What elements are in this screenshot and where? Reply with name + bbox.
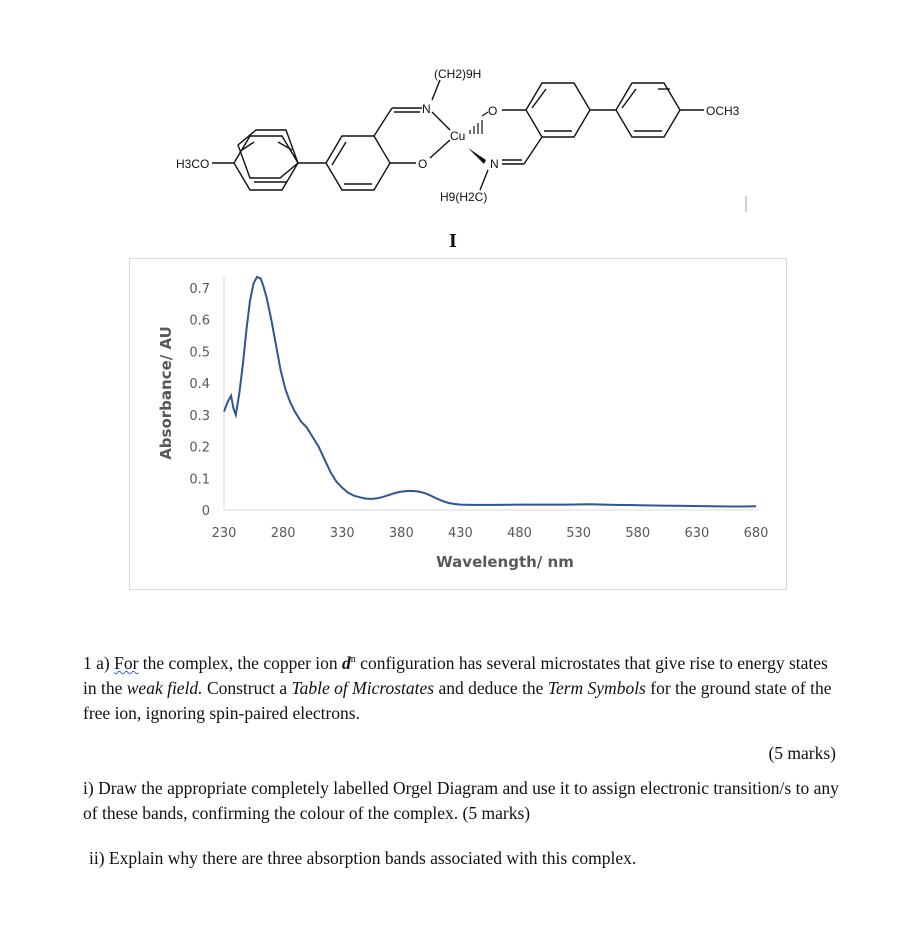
q1-part5: for the ground state of the free ion, ignoring spin-paired electrons. (83, 677, 832, 723)
y-tick-label: 0 (201, 504, 210, 519)
substituent-bottom-label: H9(H2C) (440, 190, 488, 204)
q1-table-term: Table of Microstates (291, 677, 435, 698)
q1-part1: the complex, the copper ion (138, 652, 343, 673)
x-axis-label: Wavelength/ nm (436, 553, 574, 571)
x-tick-label: 680 (743, 526, 769, 541)
y-tick-label: 0.3 (189, 408, 210, 424)
x-tick-label: 330 (329, 526, 355, 541)
x-tick-label: 530 (566, 526, 592, 541)
q1-weak-field: weak field. (126, 677, 203, 698)
q1-part4: and deduce the (434, 677, 548, 698)
x-tick-label: 380 (388, 526, 414, 541)
q1-dn: d (342, 652, 351, 673)
x-tick-label: 230 (211, 526, 237, 541)
methoxy-right-label: OCH3 (706, 104, 740, 118)
y-tick-label: 0.1 (189, 472, 210, 488)
question-ii: ii) Explain why there are three absorption bands associated with this complex. (89, 848, 637, 868)
y-tick-label: 0.5 (189, 345, 210, 361)
nitrogen-top-label: N (422, 102, 431, 116)
copper-complex-structure (150, 58, 770, 228)
substituent-top-label: (CH2)9H (434, 67, 482, 81)
q1-prefix: 1 a) (83, 652, 115, 673)
x-tick-label: 630 (684, 526, 710, 541)
methoxy-left-label: H3CO (176, 157, 210, 171)
y-tick-label: 0.4 (189, 377, 210, 393)
marks-1a: (5 marks) (768, 743, 836, 763)
absorbance-chart (129, 258, 787, 590)
oxygen-top-label: O (488, 104, 498, 118)
q1-term-symbols: Term Symbols (547, 677, 646, 698)
question-i: i) Draw the appropriate completely labelled Orgel Diagram and use it to assign electronic transition/s to any of these bands, confirming the colour of the complex. (5 marks) (83, 778, 839, 823)
question-1a (83, 647, 843, 726)
absorbance-line (224, 277, 756, 507)
q1-part2: configuration has several microstates that give rise to energy states in the (83, 652, 828, 698)
q1-part3: Construct a (202, 677, 292, 698)
y-tick-label: 0.7 (189, 282, 210, 297)
x-tick-label: 280 (270, 526, 296, 541)
copper-atom-label: Cu (450, 129, 466, 143)
compound-label: I (449, 230, 457, 252)
x-tick-label: 430 (448, 526, 473, 541)
y-tick-label: 0.2 (189, 440, 210, 456)
q1-dn-sup: n (350, 654, 356, 665)
nitrogen-bottom-label: N (490, 157, 499, 171)
x-tick-label: 580 (625, 526, 651, 541)
oxygen-bottom-label: O (418, 157, 428, 171)
x-tick-label: 480 (507, 526, 532, 541)
q1-for-word: For (114, 652, 139, 673)
y-tick-label: 0.6 (189, 313, 210, 329)
y-axis-label: Absorbance/ AU (157, 326, 175, 460)
